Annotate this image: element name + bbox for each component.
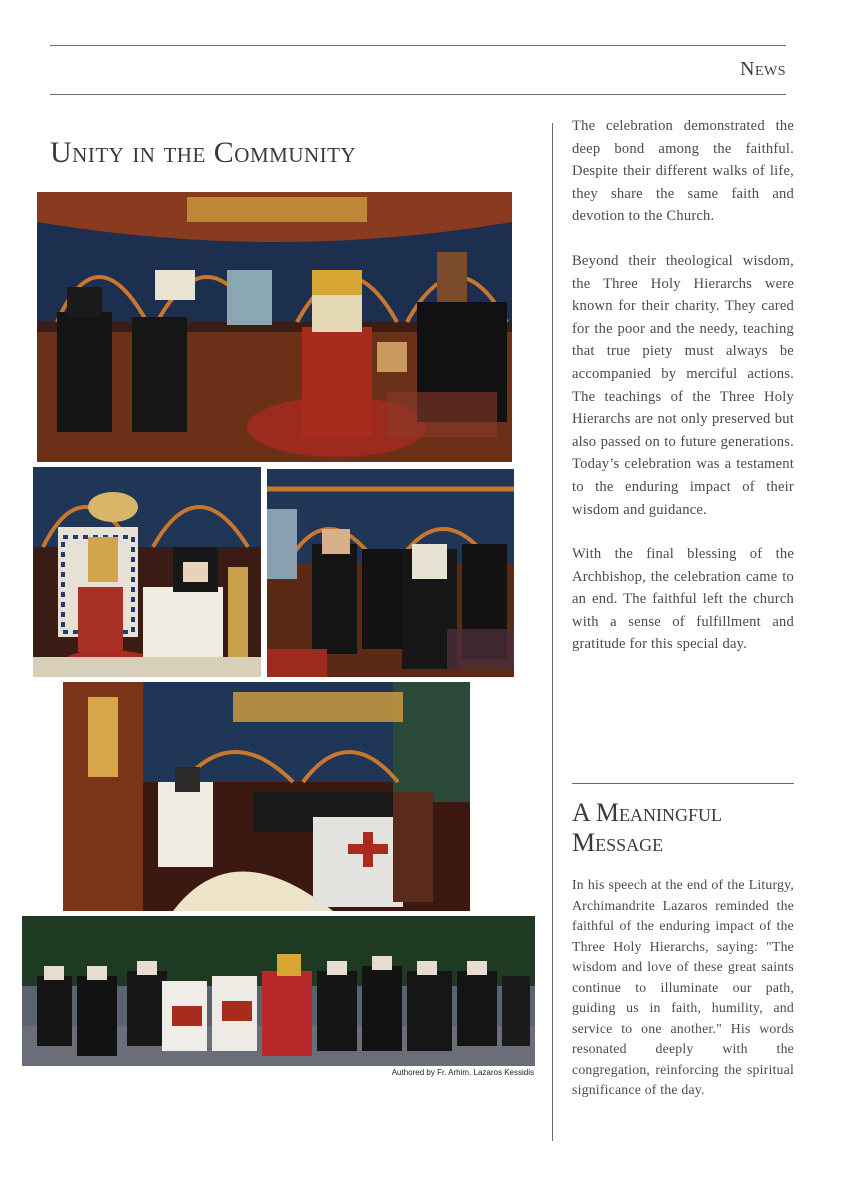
paragraph-hierarchs: Beyond their theological wisdom, the Three Holy Hierarchs were known for their charity. They cared for the poor and the needy, teaching that true piety must always be accompanied by merciful actions. The teachings of the Three Holy Hierarchs are not only preserved but also passed on to future generations. Today’s celebration was a testament to the enduring impact of their wisdom and guidance. — [572, 252, 794, 518]
article-column — [572, 115, 794, 656]
photo-church-service — [63, 682, 470, 911]
photo-altar — [33, 467, 261, 677]
header-bottom-rule — [50, 94, 786, 95]
column-divider — [552, 123, 553, 1141]
message-column — [572, 875, 794, 1101]
section-rule — [572, 783, 794, 784]
photo-church-interior — [37, 192, 512, 462]
section-label: News — [740, 58, 786, 80]
paragraph-message: In his speech at the end of the Liturgy, Archimandrite Lazaros reminded the faithful of the enduring impact of the Three Holy Hierarchs, saying: "The wisdom and love of these great saints continue to illuminate our path, guiding us in faith, humility, and service to one another." His words resonated deeply with the congregation, reinforcing the spiritual significance of the day. — [572, 877, 794, 1097]
article-title: Unity in the Community — [50, 136, 357, 169]
paragraph-blessing: With the final blessing of the Archbishop, the celebration came to an end. The faithful left the church with a sense of fulfillment and gratitude for this special day. — [572, 546, 794, 653]
author-credit: Authored by Fr. Arhim. Lazaros Kessidis — [391, 1068, 534, 1077]
paragraph-celebration: The celebration demonstrated the deep bond among the faithful. Despite their different walks of life, they share the same faith and devotion to the Church. — [572, 118, 794, 225]
photo-group-outdoor — [22, 916, 535, 1066]
subheading: A Meaningful Message — [572, 798, 722, 857]
photo-clergy-gathering — [267, 469, 514, 677]
top-rule — [50, 45, 786, 46]
